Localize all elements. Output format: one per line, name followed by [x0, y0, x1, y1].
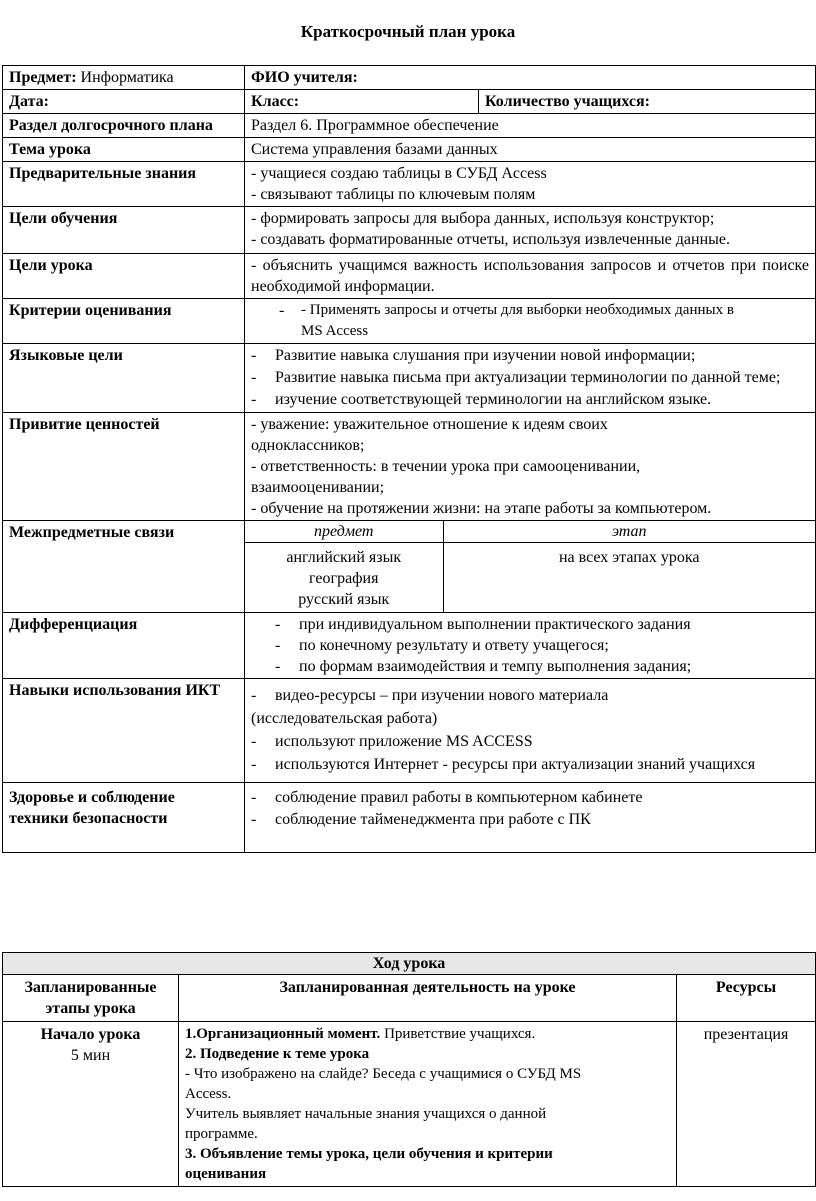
language-item: - Развитие навыка письма при актуализации терминологии по данной теме; [251, 369, 781, 386]
cross-inner-table [245, 521, 815, 612]
ict-value [245, 679, 816, 783]
language-item: - изучение соответствующей терминологии на английском языке. [251, 391, 712, 408]
date-label: Дата: [3, 90, 245, 114]
row-learning-goals [3, 207, 816, 254]
col-activity: Запланированная деятельность на уроке [179, 975, 677, 1022]
header-row-date [3, 90, 816, 114]
cross-stage: на всех этапах урока [558, 549, 700, 566]
row-ict [3, 679, 816, 783]
language-label: Языковые цели [3, 344, 245, 413]
values-value [245, 413, 816, 521]
course-title: Ход урока [3, 953, 816, 975]
prior-line: - связывают таблицы по ключевым полям [251, 186, 536, 203]
criteria-value [245, 299, 816, 344]
row-health [3, 783, 816, 853]
cross-value [245, 521, 816, 613]
topic-value: Система управления базами данных [245, 138, 816, 162]
row-topic [3, 138, 816, 162]
criteria-label: Критерии оценивания [3, 299, 245, 344]
section-value: Раздел 6. Программное обеспечение [245, 114, 816, 138]
row-differentiation [3, 613, 816, 679]
diff-label: Дифференциация [3, 613, 245, 679]
prior-line: - учащиеся создаю таблицы в СУБД Access [251, 165, 547, 182]
row-values [3, 413, 816, 521]
ict-item: - видео-ресурсы – при изучении нового материала (исследовательская работа) [251, 687, 609, 727]
topic-label: Тема урока [3, 138, 245, 162]
values-label: Привитие ценностей [3, 413, 245, 521]
lesson-plan-table [2, 65, 816, 853]
activity-cell [179, 1022, 677, 1187]
row-lesson-goals [3, 254, 816, 299]
col-resources: Ресурсы [677, 975, 816, 1022]
values-line: - уважение: уважительное отношение к идеям своих одноклассников; [251, 416, 608, 454]
goals-line: - формировать запросы для выбора данных, используя конструктор; [251, 210, 715, 227]
cross-subjects: английский язык география русский язык [245, 543, 443, 613]
activity-question: - Что изображено на слайде? Беседа с учащимися о СУБД MS Access. [185, 1066, 582, 1102]
row-language-goals [3, 344, 816, 413]
prior-label: Предварительные знания [3, 162, 245, 207]
row-criteria [3, 299, 816, 344]
course-title-row [3, 953, 816, 975]
students-label: Количество учащихся: [479, 90, 816, 114]
lesson-course-table [2, 952, 816, 1187]
health-value [245, 783, 816, 853]
cross-label: Межпредметные связи [3, 521, 245, 613]
criteria-item [279, 300, 809, 342]
stage-time: 5 мин [70, 1047, 111, 1064]
criteria-text: - Применять запросы и отчеты для выборки необходимых данных в MS Access [301, 302, 734, 339]
activity-lead-in: 2. Подведение к теме урока [185, 1046, 370, 1062]
health-item: - соблюдение тайменеджмента при работе с ПК [251, 811, 591, 828]
row-prior-knowledge [3, 162, 816, 207]
activity-note: Учитель выявляет начальные знания учащихся о данной программе. [185, 1106, 547, 1142]
teacher-label: ФИО учителя: [245, 66, 816, 90]
ict-item: - используются Интернет - ресурсы при актуализации знаний учащихся [251, 756, 756, 773]
stage-name: Начало урока [40, 1026, 141, 1043]
goals-line: - создавать форматированные отчеты, используя извлеченные данные. [251, 231, 730, 248]
values-line: - обучение на протяжении жизни: на этапе работы за компьютером. [251, 500, 712, 517]
class-label: Класс: [245, 90, 479, 114]
criteria-dash: - [279, 302, 285, 319]
diff-item: - по конечному результату и ответу учащегося; [275, 637, 609, 654]
health-item: - соблюдение правил работы в компьютерном кабинете [251, 789, 643, 806]
stage-cell [3, 1022, 179, 1187]
values-line: - ответственность: в течении урока при самооценивании, взаимооценивании; [251, 458, 641, 496]
course-row-start [3, 1022, 816, 1187]
language-value [245, 344, 816, 413]
activity-org: 1.Организационный момент. Приветствие учащихся. [185, 1026, 536, 1042]
diff-item: - при индивидуальном выполнении практического задания [275, 616, 691, 633]
resource-cell: презентация [677, 1022, 816, 1187]
prior-value [245, 162, 816, 207]
row-cross-subject [3, 521, 816, 613]
health-label: Здоровье и соблюдение техники безопасности [3, 783, 245, 853]
subject-label: Предмет: [9, 69, 77, 86]
header-row-subject [3, 66, 816, 90]
lesson-goals-value: - объяснить учащимся важность использования запросов и отчетов при поиске необходимой информации. [245, 254, 816, 299]
course-header-row [3, 975, 816, 1022]
language-item: - Развитие навыка слушания при изучении новой информации; [251, 347, 696, 364]
activity-announcement: 3. Объявление темы урока, цели обучения и критерии оценивания [185, 1146, 553, 1182]
ict-item: - используют приложение MS ACCESS [251, 733, 533, 750]
diff-value [245, 613, 816, 679]
lesson-goals-label: Цели урока [3, 254, 245, 299]
col-stages: Запланированные этапы урока [3, 975, 179, 1022]
goals-label: Цели обучения [3, 207, 245, 254]
ict-label: Навыки использования ИКТ [3, 679, 245, 783]
cross-col-subject: предмет [245, 521, 443, 543]
document-title: Краткосрочный план урока [300, 22, 516, 41]
subject-value: Информатика [80, 69, 174, 86]
row-section [3, 114, 816, 138]
goals-value [245, 207, 816, 254]
cross-col-stage: этап [443, 521, 815, 543]
subject-cell [3, 66, 245, 90]
diff-item: - по формам взаимодействия и темпу выполнения задания; [275, 658, 692, 675]
section-label: Раздел долгосрочного плана [3, 114, 245, 138]
